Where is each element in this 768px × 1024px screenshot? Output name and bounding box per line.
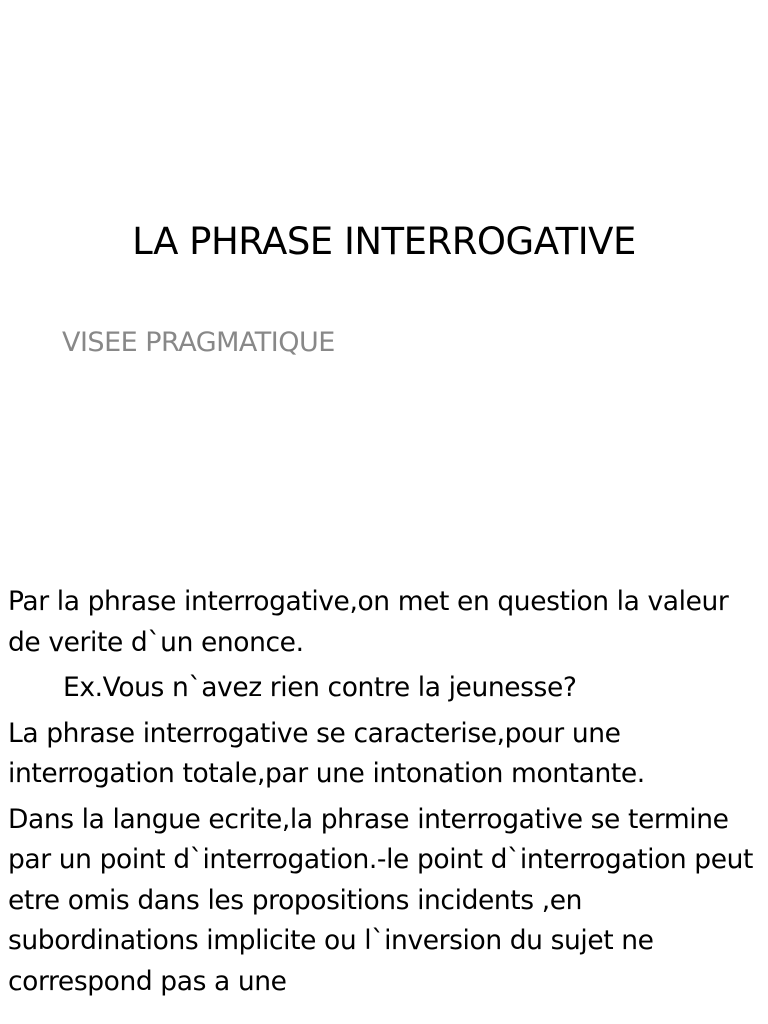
slide-subtitle: VISEE PRAGMATIQUE	[62, 327, 335, 358]
paragraph-example: Ex.Vous n`avez rien contre la jeunesse?	[63, 672, 577, 703]
content-slide	[8, 582, 760, 1024]
paragraph-intonation: La phrase interrogative se caracterise,pour une interrogation totale,par une intonation montante.	[8, 717, 645, 789]
slide-title: LA PHRASE INTERROGATIVE	[132, 220, 636, 263]
paragraph-definition: Par la phrase interrogative,on met en question la valeur de verite d`un enonce.	[8, 586, 729, 658]
paragraph-written-language: Dans la langue ecrite,la phrase interrogative se termine par un point d`interrogation.-le point d`interrogation peut etre omis dans les propositions incidents ,en subordinations implicite ou l`inversion du sujet ne correspond pas a une	[8, 803, 754, 997]
